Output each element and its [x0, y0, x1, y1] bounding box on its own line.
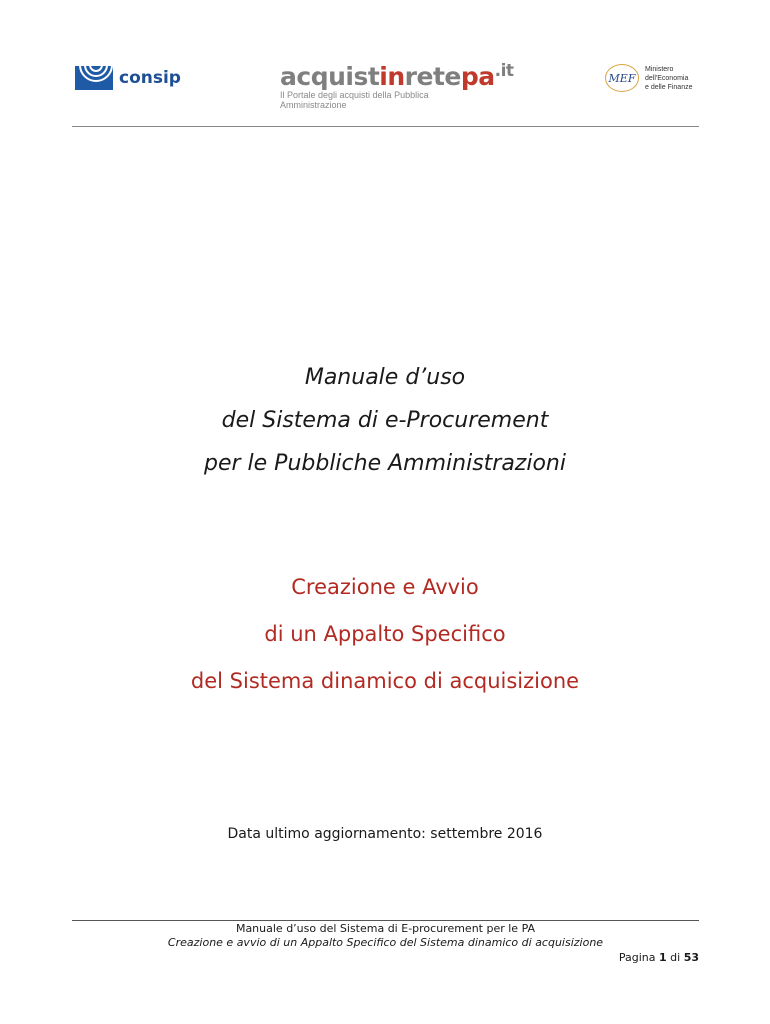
acquistinretepa-logo	[280, 56, 514, 110]
title-line-2: del Sistema di e-Procurement	[221, 408, 549, 433]
consip-logo-text: consip	[119, 68, 181, 88]
document-footer	[72, 922, 699, 950]
document-title	[0, 356, 770, 485]
page-number: Pagina 1 di 53	[618, 951, 699, 964]
footer-manual-title: Manuale d’uso del Sistema di E-procurement per le PA	[235, 922, 536, 935]
last-update-date: Data ultimo aggiornamento: settembre 2016	[227, 826, 543, 842]
footer-divider	[72, 920, 699, 921]
portal-logo-name: acquistinretepa$^{.it}$	[280, 61, 514, 91]
portal-logo-tagline: Il Portale degli acquisti della Pubblica Amministrazione	[280, 90, 429, 110]
consip-logo	[75, 66, 181, 90]
consip-logo-icon	[75, 66, 113, 90]
mef-logo-text: Ministero dell'Economia e delle Finanze	[645, 65, 693, 91]
footer-document-title: Creazione e avvio di un Appalto Specifico del Sistema dinamico di acquisizione	[167, 936, 604, 949]
subtitle-line-2: di un Appalto Specifico	[264, 622, 506, 646]
header-divider	[72, 126, 699, 127]
title-line-1: Manuale d’uso	[304, 365, 466, 390]
document-subtitle	[0, 564, 770, 705]
mef-emblem-icon: MEF	[605, 64, 639, 92]
title-line-3: per le Pubbliche Amministrazioni	[204, 451, 566, 476]
document-header	[0, 0, 770, 130]
subtitle-line-3: del Sistema dinamico di acquisizione	[190, 669, 580, 693]
mef-logo	[605, 64, 692, 92]
subtitle-line-1: Creazione e Avvio	[291, 575, 479, 599]
